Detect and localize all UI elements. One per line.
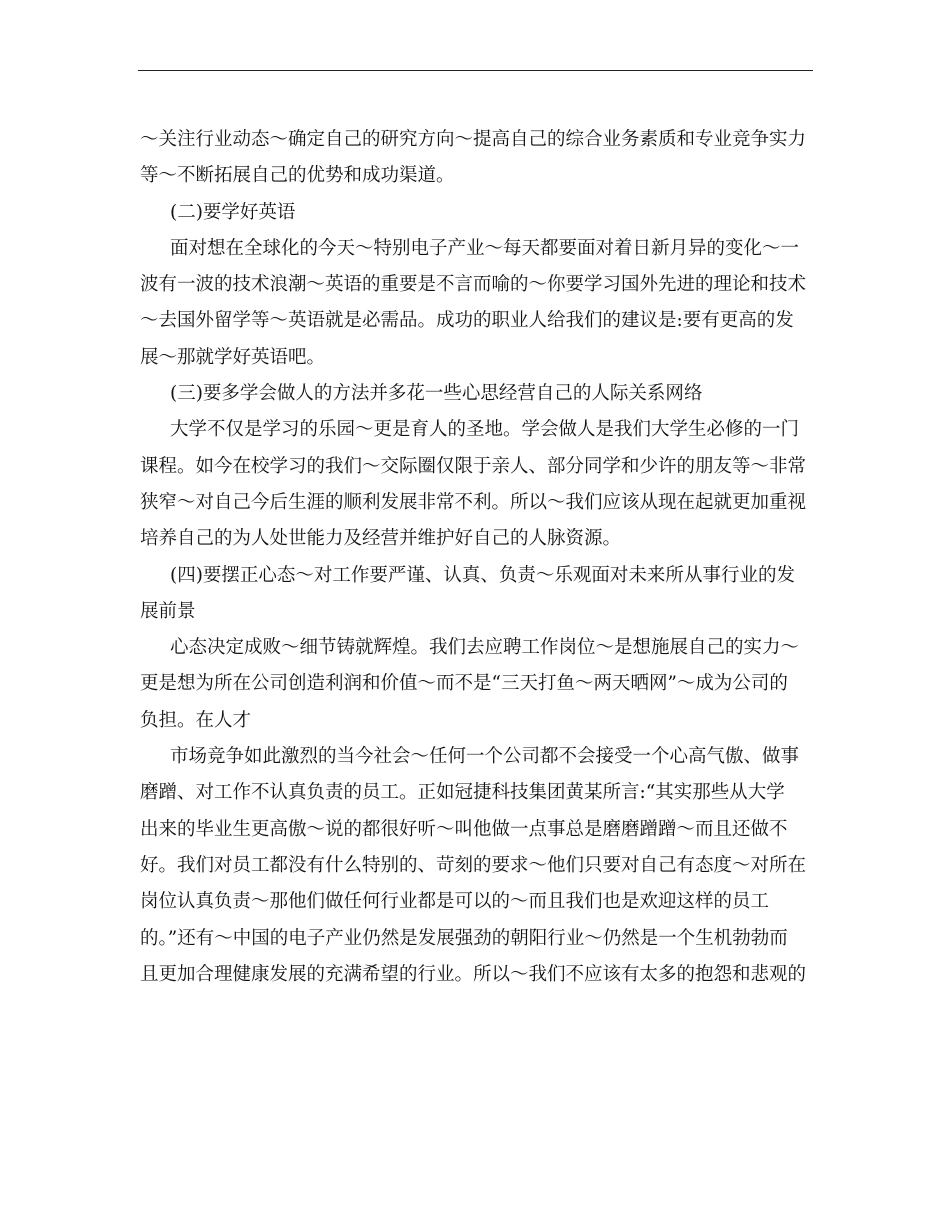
text-line: 培养自己的为人处世能力及经营并维护好自己的人脉资源。 [140, 528, 622, 550]
text-line: 面对想在全球化的今天～特别电子产业～每天都要面对着日新月异的变化～一 [170, 237, 800, 259]
text-line: 负担。在人才 [140, 709, 252, 731]
text-line: 心态决定成败～细节铸就辉煌。我们去应聘工作岗位～是想施展自己的实力～ [170, 637, 800, 659]
text-line: 的。”还有～中国的电子产业仍然是发展强劲的朝阳行业～仍然是一个生机勃勃而 [140, 927, 788, 949]
text-line: 等～不断拓展自己的优势和成功渠道。 [140, 165, 455, 187]
text-line: ～关注行业动态～确定自己的研究方向～提高自己的综合业务素质和专业竞争实力 [140, 129, 807, 150]
text-line: 课程。如今在校学习的我们～交际圈仅限于亲人、部分同学和少许的朋友等～非常 [140, 455, 807, 477]
document-body [140, 122, 812, 993]
text-line: 狭窄～对自己今后生涯的顺利发展非常不利。所以～我们应该从现在起就更加重视 [140, 491, 807, 513]
text-line: (四)要摆正心态～对工作要严谨、认真、负责～乐观面对未来所从事行业的发 [170, 564, 795, 586]
text-line: 且更加合理健康发展的充满希望的行业。所以～我们不应该有太多的抱怨和悲观的 [140, 963, 807, 985]
text-line: (二)要学好英语 [170, 201, 296, 223]
text-line: (三)要多学会做人的方法并多花一些心思经营自己的人际关系网络 [170, 383, 703, 405]
text-line: 岗位认真负责～那他们做任何行业都是可以的～而且我们也是欢迎这样的员工 [140, 891, 770, 913]
text-line: 好。我们对员工都没有什么特别的、苛刻的要求～他们只要对自己有态度～对所在 [140, 854, 807, 876]
text-line: 出来的毕业生更高傲～说的都很好听～叫他做一点事总是磨磨蹭蹭～而且还做不 [140, 818, 788, 840]
text-line: 波有一波的技术浪潮～英语的重要是不言而喻的～你要学习国外先进的理论和技术 [140, 274, 807, 296]
text-line: ～去国外留学等～英语就是必需品。成功的职业人给我们的建议是:要有更高的发 [140, 310, 794, 332]
header-rule [138, 70, 813, 71]
text-line: 大学不仅是学习的乐园～更是育人的圣地。学会做人是我们大学生必修的一门 [170, 419, 800, 441]
text-line: 磨蹭、对工作不认真负责的员工。正如冠捷科技集团黄某所言:“其实那些从大学 [140, 782, 785, 804]
text-line: 展～那就学好英语吧。 [140, 346, 326, 368]
text-line: 市场竞争如此激烈的当今社会～任何一个公司都不会接受一个心高气傲、做事 [170, 746, 800, 768]
text-line: 更是想为所在公司创造利润和价值～而不是“三天打鱼～两天晒网”～成为公司的 [140, 673, 788, 695]
text-line: 展前景 [140, 600, 196, 622]
